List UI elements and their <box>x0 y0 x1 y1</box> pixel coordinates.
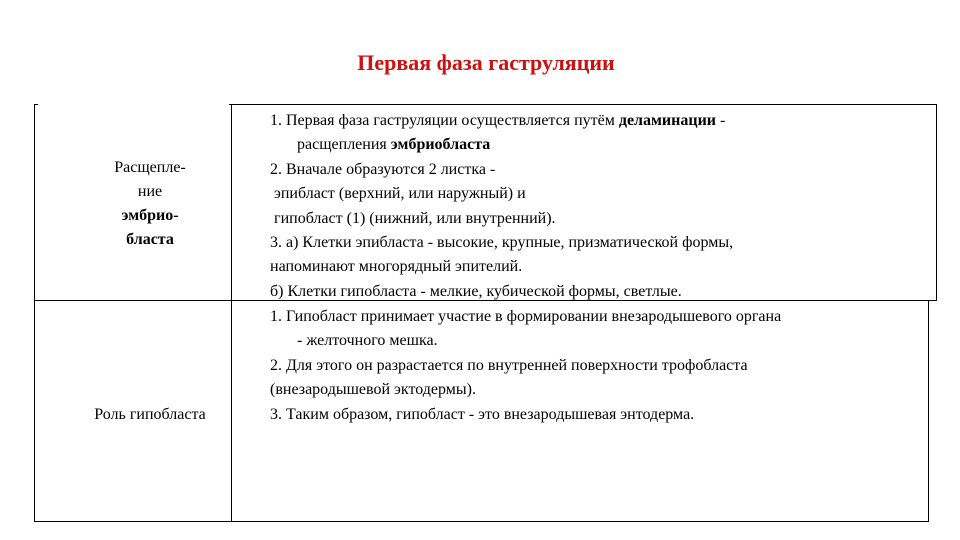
text-line: 1. Первая фаза гаструляции осуществляется путём деламинации - <box>270 112 726 129</box>
text-line: 3. Таким образом, гипобласт - это внезародышевая энтодерма. <box>270 405 695 423</box>
bold-term: эмбриобласта <box>390 136 491 154</box>
text-line: эпибласт (верхний, или наружный) и <box>274 185 526 203</box>
row1-text <box>270 109 935 304</box>
table-border-bottom <box>34 521 929 522</box>
text-line: б) Клетки гипобласта - мелкие, кубической формы, светлые. <box>270 282 682 300</box>
bold-term: деламинации <box>618 112 717 129</box>
table-border-left <box>34 104 35 522</box>
row1-label <box>80 156 220 252</box>
table-column-divider <box>231 104 232 522</box>
table-border-top-right <box>229 104 937 105</box>
row2-label: Роль гипобласта <box>94 406 206 423</box>
table-border-top <box>34 104 38 105</box>
text-line: напоминают многорядный эпителий. <box>270 258 523 276</box>
text-line: расщепления эмбриобласта <box>297 136 491 154</box>
row2-text <box>270 305 935 427</box>
page-title: Первая фаза гаструляции <box>357 50 615 75</box>
text-line: 3. а) Клетки эпибласта - высокие, крупные, призматической формы, <box>270 234 734 252</box>
text-line: гипобласт (1) (нижний, или внутренний). <box>274 209 556 227</box>
row1-label-line: Расщепле- <box>114 159 186 176</box>
text-line: 2. Вначале образуются 2 листка - <box>270 160 496 178</box>
row1-border-right <box>936 104 937 300</box>
text-line: 2. Для этого он разрастается по внутренней поверхности трофобласта <box>270 356 748 374</box>
text-line: - желточного мешка. <box>297 332 438 350</box>
row1-label-line: ние <box>137 183 163 200</box>
text-line: (внезародышевой эктодермы). <box>270 381 476 399</box>
row1-label-line: бласта <box>126 231 174 248</box>
row1-label-line: эмбрио- <box>121 207 179 224</box>
text-line: 1. Гипобласт принимает участие в формировании внезародышевого органа <box>270 308 782 325</box>
